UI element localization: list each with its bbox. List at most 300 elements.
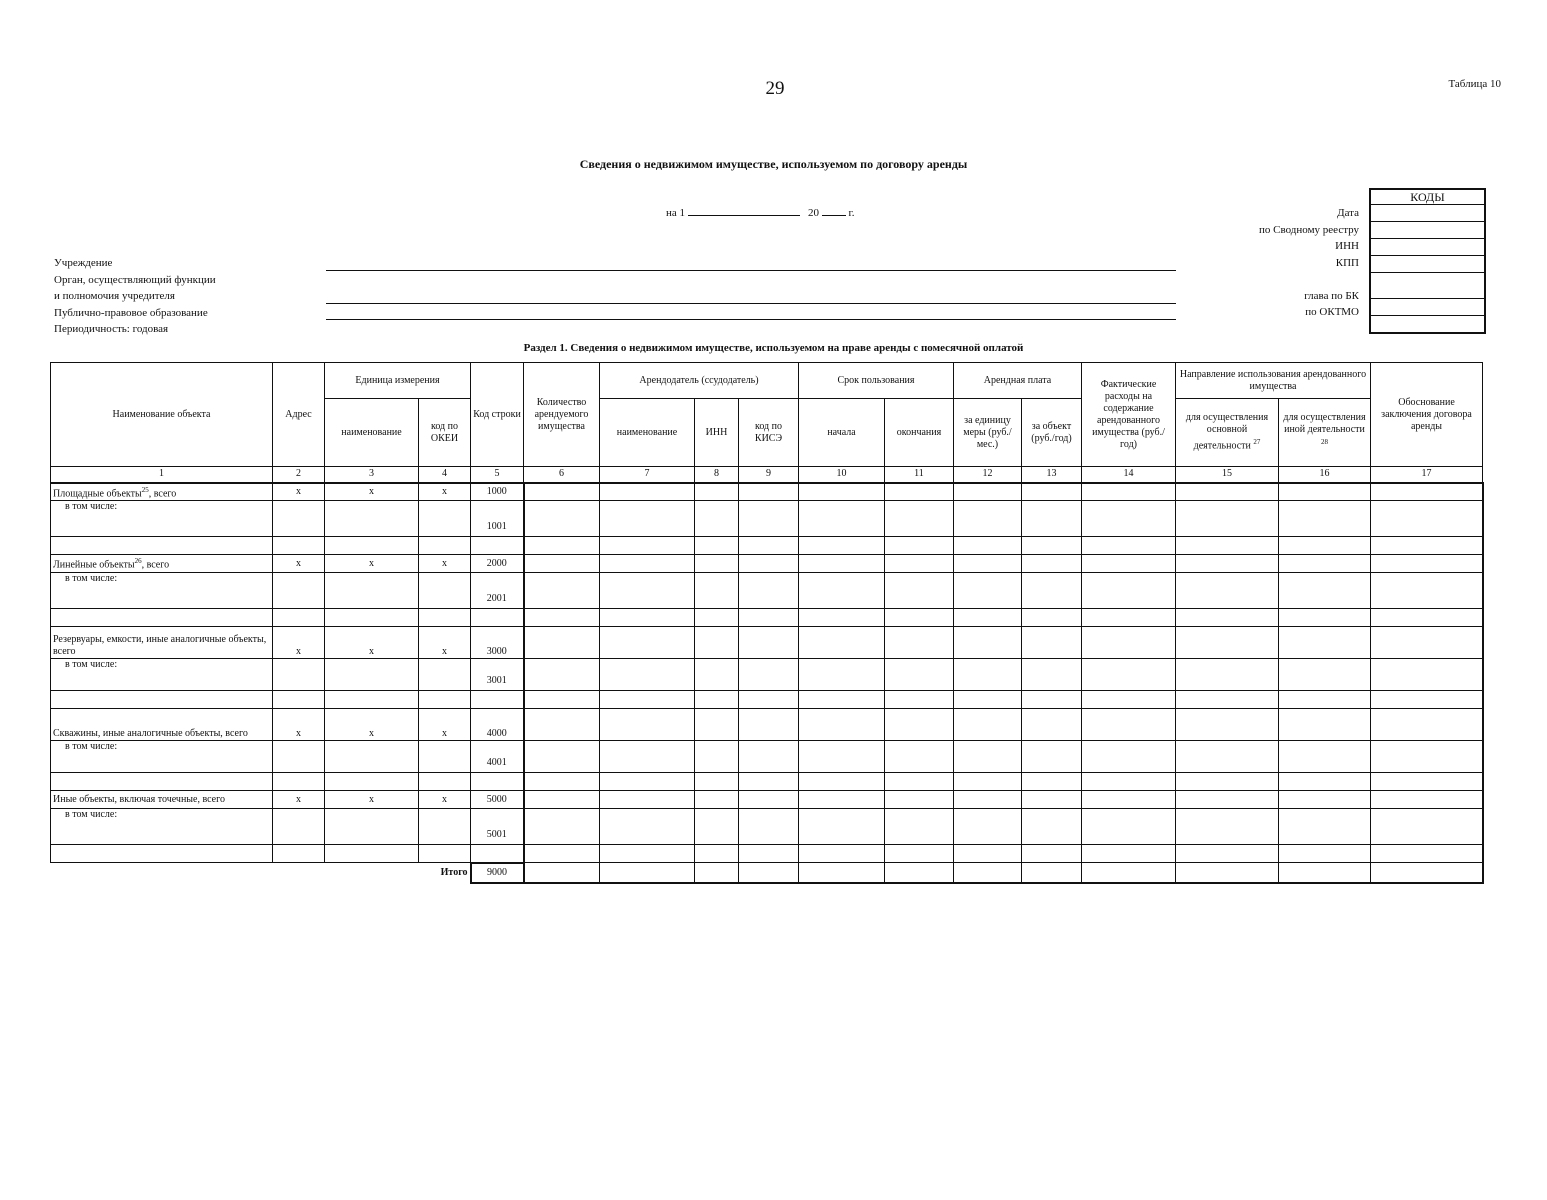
data-cell[interactable] — [1082, 609, 1176, 627]
x-cell: x — [273, 555, 325, 573]
data-cell[interactable] — [600, 845, 695, 863]
data-cell[interactable] — [1279, 845, 1371, 863]
data-cell[interactable] — [954, 555, 1022, 573]
data-cell[interactable] — [799, 741, 885, 773]
data-cell[interactable] — [273, 809, 325, 845]
founder-field-line[interactable] — [326, 303, 1176, 304]
data-cell[interactable] — [1082, 659, 1176, 691]
data-cell[interactable] — [419, 741, 471, 773]
x-cell: x — [325, 555, 419, 573]
data-cell[interactable] — [1279, 659, 1371, 691]
data-cell[interactable] — [739, 845, 799, 863]
data-cell[interactable] — [1022, 773, 1082, 791]
column-number: 1 — [51, 467, 273, 483]
data-cell[interactable] — [739, 537, 799, 555]
data-cell[interactable] — [471, 609, 524, 627]
data-cell[interactable] — [885, 609, 954, 627]
data-cell[interactable] — [524, 483, 600, 501]
data-cell[interactable] — [885, 709, 954, 741]
data-cell[interactable] — [1279, 627, 1371, 659]
data-cell[interactable] — [739, 809, 799, 845]
data-cell[interactable] — [799, 573, 885, 609]
x-cell: x — [273, 627, 325, 659]
data-cell[interactable] — [885, 501, 954, 537]
data-cell[interactable] — [885, 809, 954, 845]
label-periodicity: Периодичность: годовая — [54, 323, 169, 335]
data-cell[interactable] — [600, 691, 695, 709]
table-row — [51, 709, 1483, 741]
col-header-lessor-name: наименование — [600, 399, 695, 467]
object-name-text: Иные объекты, включая точечные, всего — [53, 793, 225, 805]
row-code: 2000 — [471, 555, 524, 573]
data-cell[interactable] — [419, 501, 471, 537]
data-cell[interactable] — [524, 709, 600, 741]
data-cell[interactable] — [1022, 537, 1082, 555]
total-cell[interactable] — [1022, 863, 1082, 883]
data-cell[interactable] — [600, 627, 695, 659]
data-cell[interactable] — [600, 773, 695, 791]
data-cell[interactable] — [524, 609, 600, 627]
column-number: 17 — [1371, 467, 1483, 483]
total-cell[interactable] — [1176, 863, 1279, 883]
x-cell: x — [419, 555, 471, 573]
data-cell[interactable] — [1176, 555, 1279, 573]
data-cell[interactable] — [799, 845, 885, 863]
data-cell[interactable] — [695, 501, 739, 537]
col-header-term-end: окончания — [885, 399, 954, 467]
column-number: 9 — [739, 467, 799, 483]
data-cell[interactable] — [1022, 741, 1082, 773]
data-cell[interactable] — [1022, 845, 1082, 863]
row-code: 4000 — [471, 709, 524, 741]
code-inn-cell[interactable] — [1371, 239, 1484, 256]
data-cell[interactable] — [600, 741, 695, 773]
code-periodicity-cell[interactable] — [1371, 316, 1484, 332]
data-cell[interactable] — [885, 845, 954, 863]
data-cell[interactable] — [1371, 501, 1483, 537]
data-cell[interactable] — [273, 659, 325, 691]
data-cell[interactable] — [885, 741, 954, 773]
table-row — [51, 555, 1483, 573]
data-cell[interactable] — [325, 809, 419, 845]
data-cell[interactable] — [1371, 709, 1483, 741]
data-cell[interactable] — [600, 609, 695, 627]
data-cell[interactable] — [1279, 809, 1371, 845]
object-name — [51, 791, 273, 809]
column-number: 15 — [1176, 467, 1279, 483]
data-cell[interactable] — [739, 609, 799, 627]
total-cell[interactable] — [695, 863, 739, 883]
codes-header: КОДЫ — [1371, 190, 1484, 205]
sub-label: в том числе: — [51, 501, 273, 537]
data-cell[interactable] — [695, 483, 739, 501]
table-label: Таблица 10 — [1448, 78, 1501, 90]
label-public-entity: Публично-правовое образование — [54, 306, 208, 319]
data-cell[interactable] — [1371, 537, 1483, 555]
data-cell[interactable] — [1371, 555, 1483, 573]
data-cell[interactable] — [1279, 709, 1371, 741]
data-cell[interactable] — [695, 741, 739, 773]
data-cell[interactable] — [885, 573, 954, 609]
public-entity-field-line[interactable] — [326, 319, 1176, 320]
data-cell[interactable] — [325, 659, 419, 691]
object-name-suffix: , всего — [148, 487, 177, 499]
data-cell[interactable] — [471, 845, 524, 863]
total-cell[interactable] — [954, 863, 1022, 883]
data-cell[interactable] — [419, 609, 471, 627]
data-cell[interactable] — [1022, 555, 1082, 573]
data-cell[interactable] — [799, 709, 885, 741]
data-cell[interactable] — [273, 537, 325, 555]
data-cell[interactable] — [524, 501, 600, 537]
data-cell[interactable] — [695, 555, 739, 573]
table-row — [51, 537, 1483, 555]
data-cell[interactable] — [1022, 709, 1082, 741]
data-cell[interactable] — [954, 809, 1022, 845]
data-cell[interactable] — [1371, 573, 1483, 609]
code-bk-cell[interactable] — [1371, 273, 1484, 299]
data-cell[interactable] — [1279, 483, 1371, 501]
data-cell[interactable] — [419, 691, 471, 709]
data-cell[interactable] — [1279, 501, 1371, 537]
col-header-direction: Направление использования арендованного имущества — [1176, 363, 1371, 399]
data-cell[interactable] — [695, 773, 739, 791]
data-cell[interactable] — [524, 741, 600, 773]
data-cell[interactable] — [954, 483, 1022, 501]
sub-label: в том числе: — [51, 741, 273, 773]
x-cell: x — [419, 483, 471, 501]
data-cell[interactable] — [954, 501, 1022, 537]
institution-field-line[interactable] — [326, 270, 1176, 271]
column-number: 11 — [885, 467, 954, 483]
data-cell[interactable] — [1082, 791, 1176, 809]
direction-main-footnote: 27 — [1253, 438, 1261, 447]
data-cell[interactable] — [1279, 791, 1371, 809]
data-cell[interactable] — [524, 845, 600, 863]
data-cell[interactable] — [524, 691, 600, 709]
data-cell[interactable] — [1022, 573, 1082, 609]
data-cell[interactable] — [1279, 555, 1371, 573]
data-cell[interactable] — [273, 501, 325, 537]
data-cell[interactable] — [885, 627, 954, 659]
x-cell: x — [273, 483, 325, 501]
code-oktmo-cell[interactable] — [1371, 299, 1484, 316]
row-code: 4001 — [471, 741, 524, 773]
data-cell[interactable] — [1082, 537, 1176, 555]
data-cell[interactable] — [524, 809, 600, 845]
col-header-rent-unit: за единицу меры (руб./мес.) — [954, 399, 1022, 467]
direction-other-text: для осуществления иной деятельности — [1283, 412, 1366, 436]
data-cell[interactable] — [954, 773, 1022, 791]
data-cell[interactable] — [1176, 741, 1279, 773]
data-cell[interactable] — [799, 483, 885, 501]
data-cell[interactable] — [1082, 627, 1176, 659]
data-cell[interactable] — [1176, 773, 1279, 791]
data-cell[interactable] — [471, 537, 524, 555]
data-cell[interactable] — [1176, 691, 1279, 709]
data-cell[interactable] — [1082, 773, 1176, 791]
data-cell[interactable] — [1176, 609, 1279, 627]
data-cell[interactable] — [273, 845, 325, 863]
date-prefix: на 1 — [666, 207, 686, 219]
data-cell[interactable] — [739, 741, 799, 773]
data-cell[interactable] — [1022, 627, 1082, 659]
data-cell[interactable] — [1176, 537, 1279, 555]
data-cell[interactable] — [325, 501, 419, 537]
label-institution: Учреждение — [54, 257, 113, 269]
data-cell[interactable] — [1279, 609, 1371, 627]
total-cell[interactable] — [885, 863, 954, 883]
data-cell[interactable] — [600, 791, 695, 809]
data-cell[interactable] — [1371, 627, 1483, 659]
data-cell[interactable] — [524, 791, 600, 809]
data-cell[interactable] — [1371, 483, 1483, 501]
data-cell[interactable] — [739, 555, 799, 573]
data-cell[interactable] — [885, 773, 954, 791]
data-cell[interactable] — [954, 741, 1022, 773]
data-cell[interactable] — [954, 709, 1022, 741]
data-cell[interactable] — [1371, 773, 1483, 791]
data-cell[interactable] — [739, 791, 799, 809]
data-cell[interactable] — [325, 537, 419, 555]
footnote-ref: 25 — [141, 485, 149, 494]
data-cell[interactable] — [1082, 741, 1176, 773]
data-cell[interactable] — [1176, 845, 1279, 863]
data-cell[interactable] — [739, 659, 799, 691]
data-cell[interactable] — [1279, 691, 1371, 709]
data-cell[interactable] — [799, 691, 885, 709]
code-date-cell[interactable] — [1371, 205, 1484, 222]
data-cell[interactable] — [954, 659, 1022, 691]
total-cell[interactable] — [524, 863, 600, 883]
data-cell[interactable] — [1176, 709, 1279, 741]
data-cell[interactable] — [325, 691, 419, 709]
data-cell[interactable] — [1176, 573, 1279, 609]
data-cell[interactable] — [695, 627, 739, 659]
data-cell[interactable] — [739, 691, 799, 709]
data-cell[interactable] — [524, 555, 600, 573]
table-row — [51, 573, 1483, 609]
data-cell[interactable] — [1371, 741, 1483, 773]
code-registry-cell[interactable] — [1371, 222, 1484, 239]
data-cell[interactable] — [1176, 659, 1279, 691]
data-cell[interactable] — [419, 845, 471, 863]
data-cell[interactable] — [1371, 691, 1483, 709]
data-cell[interactable] — [1176, 501, 1279, 537]
data-cell[interactable] — [739, 573, 799, 609]
data-cell[interactable] — [1022, 483, 1082, 501]
total-cell[interactable] — [1082, 863, 1176, 883]
column-number: 10 — [799, 467, 885, 483]
data-cell[interactable] — [600, 709, 695, 741]
data-cell[interactable] — [954, 573, 1022, 609]
data-cell[interactable] — [954, 791, 1022, 809]
data-cell[interactable] — [471, 773, 524, 791]
data-cell[interactable] — [695, 691, 739, 709]
data-cell[interactable] — [273, 573, 325, 609]
data-cell[interactable] — [739, 483, 799, 501]
data-cell[interactable] — [600, 573, 695, 609]
data-cell[interactable] — [799, 537, 885, 555]
data-cell[interactable] — [799, 627, 885, 659]
object-name-text: Скважины, иные аналогичные объекты, всего — [53, 728, 248, 739]
object-name — [51, 627, 273, 659]
data-cell[interactable] — [524, 573, 600, 609]
data-cell[interactable] — [419, 773, 471, 791]
data-cell[interactable] — [419, 809, 471, 845]
data-cell[interactable] — [695, 573, 739, 609]
data-cell[interactable] — [695, 659, 739, 691]
data-cell[interactable] — [419, 537, 471, 555]
data-cell — [51, 845, 273, 863]
data-cell[interactable] — [600, 501, 695, 537]
data-cell[interactable] — [799, 609, 885, 627]
x-cell: x — [419, 791, 471, 809]
data-cell[interactable] — [1022, 609, 1082, 627]
data-cell[interactable] — [954, 537, 1022, 555]
data-cell[interactable] — [695, 809, 739, 845]
data-cell[interactable] — [325, 741, 419, 773]
data-cell[interactable] — [695, 791, 739, 809]
total-cell[interactable] — [600, 863, 695, 883]
col-header-okei: код по ОКЕИ — [419, 399, 471, 467]
total-label: Итого — [419, 863, 471, 883]
data-cell[interactable] — [325, 609, 419, 627]
year-blank[interactable] — [822, 204, 846, 216]
col-header-term: Срок пользования — [799, 363, 954, 399]
data-cell[interactable] — [600, 483, 695, 501]
data-cell[interactable] — [1022, 809, 1082, 845]
data-cell[interactable] — [885, 483, 954, 501]
data-cell[interactable] — [325, 773, 419, 791]
data-cell[interactable] — [885, 791, 954, 809]
data-cell[interactable] — [600, 659, 695, 691]
code-kpp-cell[interactable] — [1371, 256, 1484, 273]
data-cell[interactable] — [885, 691, 954, 709]
data-cell[interactable] — [1082, 555, 1176, 573]
data-cell[interactable] — [325, 573, 419, 609]
data-cell[interactable] — [1371, 845, 1483, 863]
row-code: 5001 — [471, 809, 524, 845]
data-cell[interactable] — [1371, 809, 1483, 845]
x-cell: x — [273, 791, 325, 809]
data-cell[interactable] — [739, 773, 799, 791]
data-cell[interactable] — [885, 555, 954, 573]
data-cell[interactable] — [1082, 501, 1176, 537]
data-cell[interactable] — [524, 537, 600, 555]
row-code: 1000 — [471, 483, 524, 501]
table-row — [51, 483, 1483, 501]
data-cell[interactable] — [739, 501, 799, 537]
data-cell[interactable] — [739, 709, 799, 741]
data-cell[interactable] — [1279, 741, 1371, 773]
data-cell[interactable] — [419, 573, 471, 609]
data-cell[interactable] — [1082, 691, 1176, 709]
row-code: 3000 — [471, 627, 524, 659]
total-cell[interactable] — [1371, 863, 1483, 883]
data-cell[interactable] — [954, 845, 1022, 863]
data-cell[interactable] — [695, 709, 739, 741]
data-cell[interactable] — [1371, 609, 1483, 627]
data-cell[interactable] — [600, 555, 695, 573]
data-cell[interactable] — [1082, 573, 1176, 609]
data-cell[interactable] — [471, 691, 524, 709]
data-cell[interactable] — [1082, 845, 1176, 863]
data-cell[interactable] — [739, 627, 799, 659]
data-cell[interactable] — [273, 773, 325, 791]
column-number: 6 — [524, 467, 600, 483]
data-cell[interactable] — [954, 609, 1022, 627]
col-header-term-start: начала — [799, 399, 885, 467]
data-cell[interactable] — [799, 555, 885, 573]
data-cell[interactable] — [885, 537, 954, 555]
column-number: 5 — [471, 467, 524, 483]
col-header-basis: Обоснование заключения договора аренды — [1371, 363, 1483, 467]
data-cell[interactable] — [695, 537, 739, 555]
data-cell[interactable] — [1279, 573, 1371, 609]
data-cell[interactable] — [1022, 691, 1082, 709]
date-blank[interactable] — [688, 204, 800, 216]
data-cell[interactable] — [1022, 501, 1082, 537]
data-cell[interactable] — [1082, 483, 1176, 501]
data-cell[interactable] — [799, 773, 885, 791]
data-cell[interactable] — [419, 659, 471, 691]
total-cell[interactable] — [799, 863, 885, 883]
col-header-direction-other — [1279, 399, 1371, 467]
data-cell[interactable] — [1279, 537, 1371, 555]
total-cell[interactable] — [1279, 863, 1371, 883]
codes-labels — [1259, 205, 1359, 321]
x-cell: x — [325, 483, 419, 501]
data-cell[interactable] — [1176, 791, 1279, 809]
data-cell[interactable] — [325, 845, 419, 863]
data-cell[interactable] — [524, 627, 600, 659]
data-cell[interactable] — [799, 791, 885, 809]
data-cell[interactable] — [524, 659, 600, 691]
table-row — [51, 627, 1483, 659]
data-cell[interactable] — [1176, 809, 1279, 845]
data-cell[interactable] — [1176, 483, 1279, 501]
data-cell[interactable] — [524, 773, 600, 791]
object-name — [51, 709, 273, 741]
data-cell — [51, 691, 273, 709]
data-cell[interactable] — [1082, 709, 1176, 741]
data-cell[interactable] — [799, 809, 885, 845]
data-cell[interactable] — [695, 845, 739, 863]
data-cell[interactable] — [1371, 659, 1483, 691]
data-cell[interactable] — [600, 537, 695, 555]
data-cell[interactable] — [954, 627, 1022, 659]
data-cell[interactable] — [1022, 791, 1082, 809]
data-cell[interactable] — [1279, 773, 1371, 791]
data-cell[interactable] — [799, 501, 885, 537]
total-cell[interactable] — [739, 863, 799, 883]
data-cell[interactable] — [695, 609, 739, 627]
data-cell[interactable] — [273, 691, 325, 709]
column-number: 8 — [695, 467, 739, 483]
data-cell[interactable] — [1022, 659, 1082, 691]
data-cell[interactable] — [273, 741, 325, 773]
data-cell[interactable] — [1176, 627, 1279, 659]
data-cell[interactable] — [885, 659, 954, 691]
data-cell[interactable] — [954, 691, 1022, 709]
data-cell[interactable] — [799, 659, 885, 691]
data-cell[interactable] — [1082, 809, 1176, 845]
data-cell[interactable] — [600, 809, 695, 845]
total-spacer — [51, 863, 419, 883]
data-cell[interactable] — [1371, 791, 1483, 809]
data-cell[interactable] — [273, 609, 325, 627]
